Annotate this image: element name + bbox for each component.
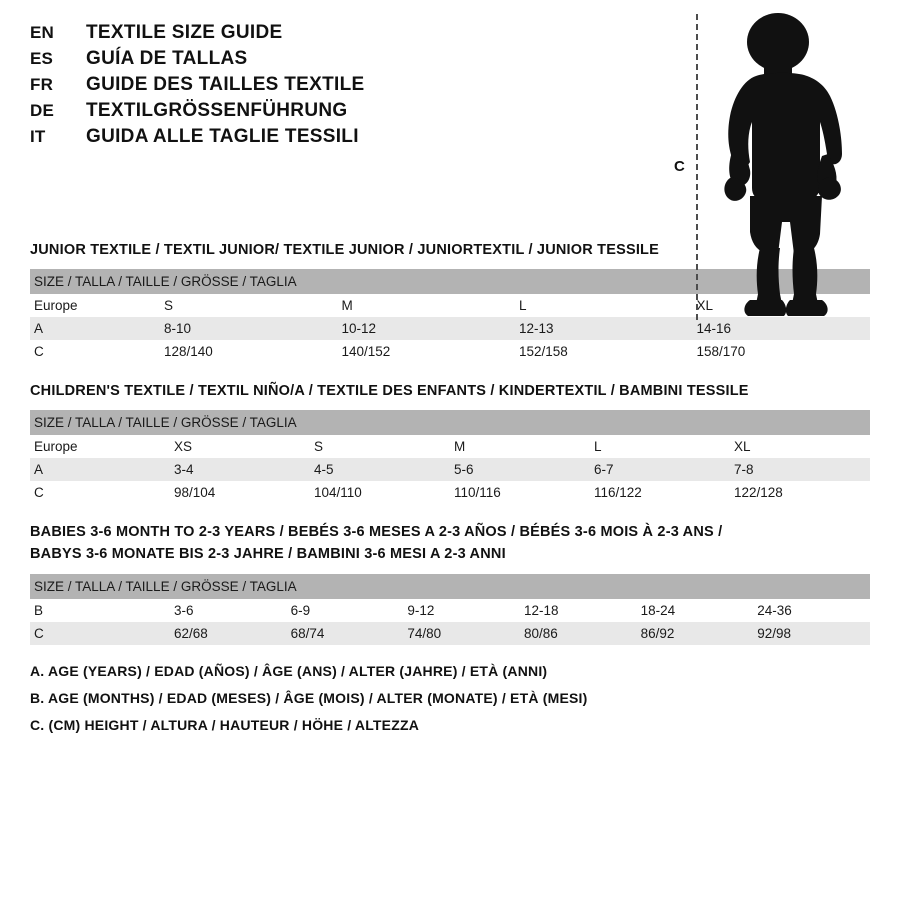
- table-row: [30, 340, 870, 363]
- section-babies: [30, 522, 870, 645]
- cell: 7-8: [730, 458, 870, 481]
- language-code: DE: [30, 101, 55, 120]
- row-label: C: [30, 481, 170, 504]
- table-row: [30, 622, 870, 645]
- cell: 14-16: [693, 317, 871, 340]
- cell: 80/86: [520, 622, 637, 645]
- cell: 122/128: [730, 481, 870, 504]
- cell: 86/92: [637, 622, 754, 645]
- row-label: Europe: [30, 294, 160, 317]
- language-title: TEXTILE SIZE GUIDE: [86, 22, 283, 43]
- legend-line-b: B. AGE (MONTHS) / EDAD (MESES) / ÂGE (MOIS) / ALTER (MONATE) / ETÀ (MESI): [30, 689, 588, 706]
- section-title-babies-line1: BABIES 3-6 MONTH TO 2-3 YEARS / BEBÉS 3-6 MESES A 2-3 AÑOS / BÉBÉS 3-6 MOIS À 2-3 ANS /: [30, 524, 723, 541]
- cell: 24-36: [753, 599, 870, 622]
- table-header-row: [30, 574, 870, 599]
- cell: 104/110: [310, 481, 450, 504]
- legend-block: [30, 663, 870, 733]
- language-title: GUIDA ALLE TAGLIE TESSILI: [86, 126, 359, 147]
- language-code: ES: [30, 49, 54, 68]
- cell: 116/122: [590, 481, 730, 504]
- legend-line-a: A. AGE (YEARS) / EDAD (AÑOS) / ÂGE (ANS) / ALTER (JAHRE) / ETÀ (ANNI): [30, 662, 548, 679]
- cell: 10-12: [338, 317, 516, 340]
- language-code: EN: [30, 23, 55, 42]
- cell: 92/98: [753, 622, 870, 645]
- cell: 5-6: [450, 458, 590, 481]
- language-code: IT: [30, 127, 46, 146]
- height-measure-label: C: [674, 158, 685, 175]
- cell: 3-4: [170, 458, 310, 481]
- table-row: [30, 458, 870, 481]
- cell: 74/80: [403, 622, 520, 645]
- cell: 6-9: [287, 599, 404, 622]
- table-children: [30, 410, 870, 504]
- cell: XS: [170, 435, 310, 458]
- section-title-children: CHILDREN'S TEXTILE / TEXTIL NIÑO/A / TEXTILE DES ENFANTS / KINDERTEXTIL / BAMBINI TESSILE: [30, 383, 749, 400]
- cell: M: [338, 294, 516, 317]
- section-title-babies: [30, 522, 870, 566]
- child-figure: [674, 8, 862, 328]
- height-dashed-line: [696, 14, 698, 320]
- cell: 12-18: [520, 599, 637, 622]
- table-header-label: SIZE / TALLA / TAILLE / GRÖSSE / TAGLIA: [30, 269, 870, 294]
- cell: 18-24: [637, 599, 754, 622]
- table-row: [30, 599, 870, 622]
- cell: 62/68: [170, 622, 287, 645]
- table-row: [30, 435, 870, 458]
- cell: 9-12: [403, 599, 520, 622]
- child-silhouette-icon: [716, 12, 856, 322]
- section-title-junior: JUNIOR TEXTILE / TEXTIL JUNIOR/ TEXTILE JUNIOR / JUNIORTEXTIL / JUNIOR TESSILE: [30, 242, 659, 258]
- cell: 152/158: [515, 340, 693, 363]
- table-header-row: [30, 410, 870, 435]
- language-title: GUIDE DES TAILLES TEXTILE: [86, 74, 365, 95]
- cell: 128/140: [160, 340, 338, 363]
- language-title: GUÍA DE TALLAS: [86, 48, 248, 69]
- table-babies: [30, 574, 870, 645]
- cell: XL: [693, 294, 871, 317]
- table-header-label: SIZE / TALLA / TAILLE / GRÖSSE / TAGLIA: [30, 574, 870, 599]
- row-label: Europe: [30, 435, 170, 458]
- row-label: C: [30, 340, 160, 363]
- language-code: FR: [30, 75, 54, 94]
- row-label: A: [30, 458, 170, 481]
- cell: 8-10: [160, 317, 338, 340]
- row-label: B: [30, 599, 170, 622]
- legend-line-c: C. (CM) HEIGHT / ALTURA / HAUTEUR / HÖHE / ALTEZZA: [30, 716, 420, 733]
- cell: XL: [730, 435, 870, 458]
- cell: L: [590, 435, 730, 458]
- row-label: C: [30, 622, 170, 645]
- cell: 110/116: [450, 481, 590, 504]
- cell: 158/170: [693, 340, 871, 363]
- cell: 4-5: [310, 458, 450, 481]
- table-header-label: SIZE / TALLA / TAILLE / GRÖSSE / TAGLIA: [30, 410, 870, 435]
- cell: S: [310, 435, 450, 458]
- cell: M: [450, 435, 590, 458]
- cell: 140/152: [338, 340, 516, 363]
- cell: 6-7: [590, 458, 730, 481]
- cell: 3-6: [170, 599, 287, 622]
- section-title-babies-line2: BABYS 3-6 MONATE BIS 2-3 JAHRE / BAMBINI 3-6 MESI A 2-3 ANNI: [30, 545, 506, 562]
- cell: S: [160, 294, 338, 317]
- section-children: [30, 381, 870, 504]
- language-title: TEXTILGRÖSSENFÜHRUNG: [86, 100, 348, 121]
- cell: 68/74: [287, 622, 404, 645]
- cell: L: [515, 294, 693, 317]
- cell: 12-13: [515, 317, 693, 340]
- row-label: A: [30, 317, 160, 340]
- cell: 98/104: [170, 481, 310, 504]
- table-row: [30, 481, 870, 504]
